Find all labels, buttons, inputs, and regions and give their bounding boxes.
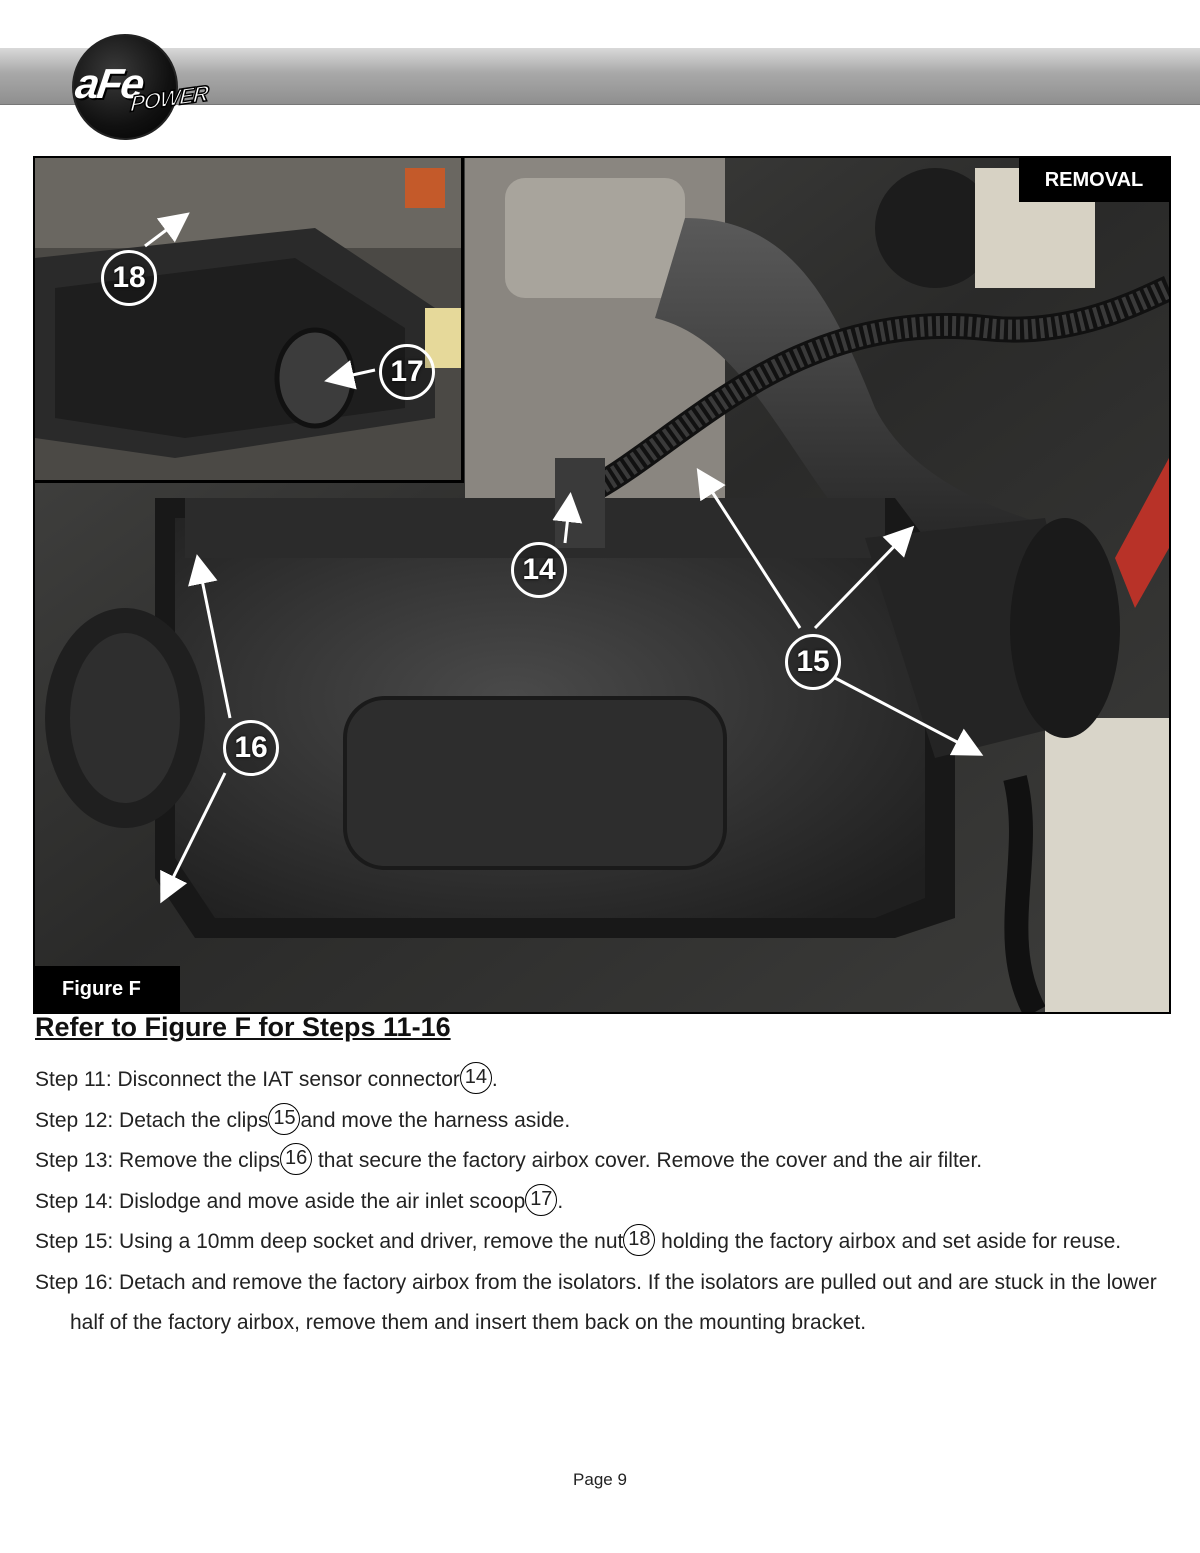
step-callout-number: 18	[623, 1224, 655, 1256]
figure-f-photo	[33, 156, 1171, 1014]
inset-photo	[35, 158, 464, 483]
logo-subtext: POWER	[129, 80, 209, 117]
callout-18: 18	[101, 250, 157, 306]
step-text: .	[557, 1189, 564, 1213]
step-14	[35, 1182, 1175, 1223]
step-callout-number: 16	[280, 1143, 312, 1175]
inset-airbox-photo	[35, 158, 461, 480]
step-11	[35, 1060, 1175, 1101]
figure-label: Figure F	[35, 966, 180, 1012]
page-number: Page 9	[573, 1470, 627, 1489]
step-text: holding the factory airbox and set aside for reuse.	[655, 1230, 1122, 1253]
step-callout-number: 17	[525, 1184, 557, 1216]
callout-15: 15	[785, 634, 841, 690]
callout-16: 16	[223, 720, 279, 776]
step-text: Step 12: Detach the clips	[35, 1108, 269, 1132]
step-text: Step 13: Remove the clips	[35, 1149, 281, 1172]
step-text: Step 16: Detach and remove the factory airbox from the isolators. If the isolators are pulled out and are stuck in the lower half of the factory airbox, remove them and insert them back on the mounting bracket.	[35, 1270, 1157, 1334]
step-callout-number: 15	[268, 1103, 300, 1135]
afe-power-logo	[72, 34, 250, 138]
step-callout-number: 14	[460, 1062, 492, 1094]
step-text: .	[491, 1068, 498, 1091]
step-text: Step 11: Disconnect the IAT sensor connector	[35, 1068, 460, 1091]
logo-text: aFe	[72, 60, 146, 107]
step-13	[35, 1141, 1175, 1182]
steps-list	[35, 1060, 1175, 1344]
step-text: Step 14: Dislodge and move aside the air inlet scoop	[35, 1189, 526, 1213]
section-title: Refer to Figure F for Steps 11-16	[35, 1012, 451, 1042]
step-12	[35, 1101, 1175, 1142]
step-text: and move the harness aside.	[300, 1108, 571, 1132]
callout-14: 14	[511, 542, 567, 598]
callout-17: 17	[379, 344, 435, 400]
step-text: that secure the factory airbox cover. Remove the cover and the air filter.	[312, 1149, 983, 1172]
removal-label: REMOVAL	[1019, 158, 1169, 202]
step-text: Step 15: Using a 10mm deep socket and driver, remove the nut	[35, 1230, 624, 1253]
step-15	[35, 1222, 1175, 1263]
step-16	[35, 1263, 1175, 1344]
